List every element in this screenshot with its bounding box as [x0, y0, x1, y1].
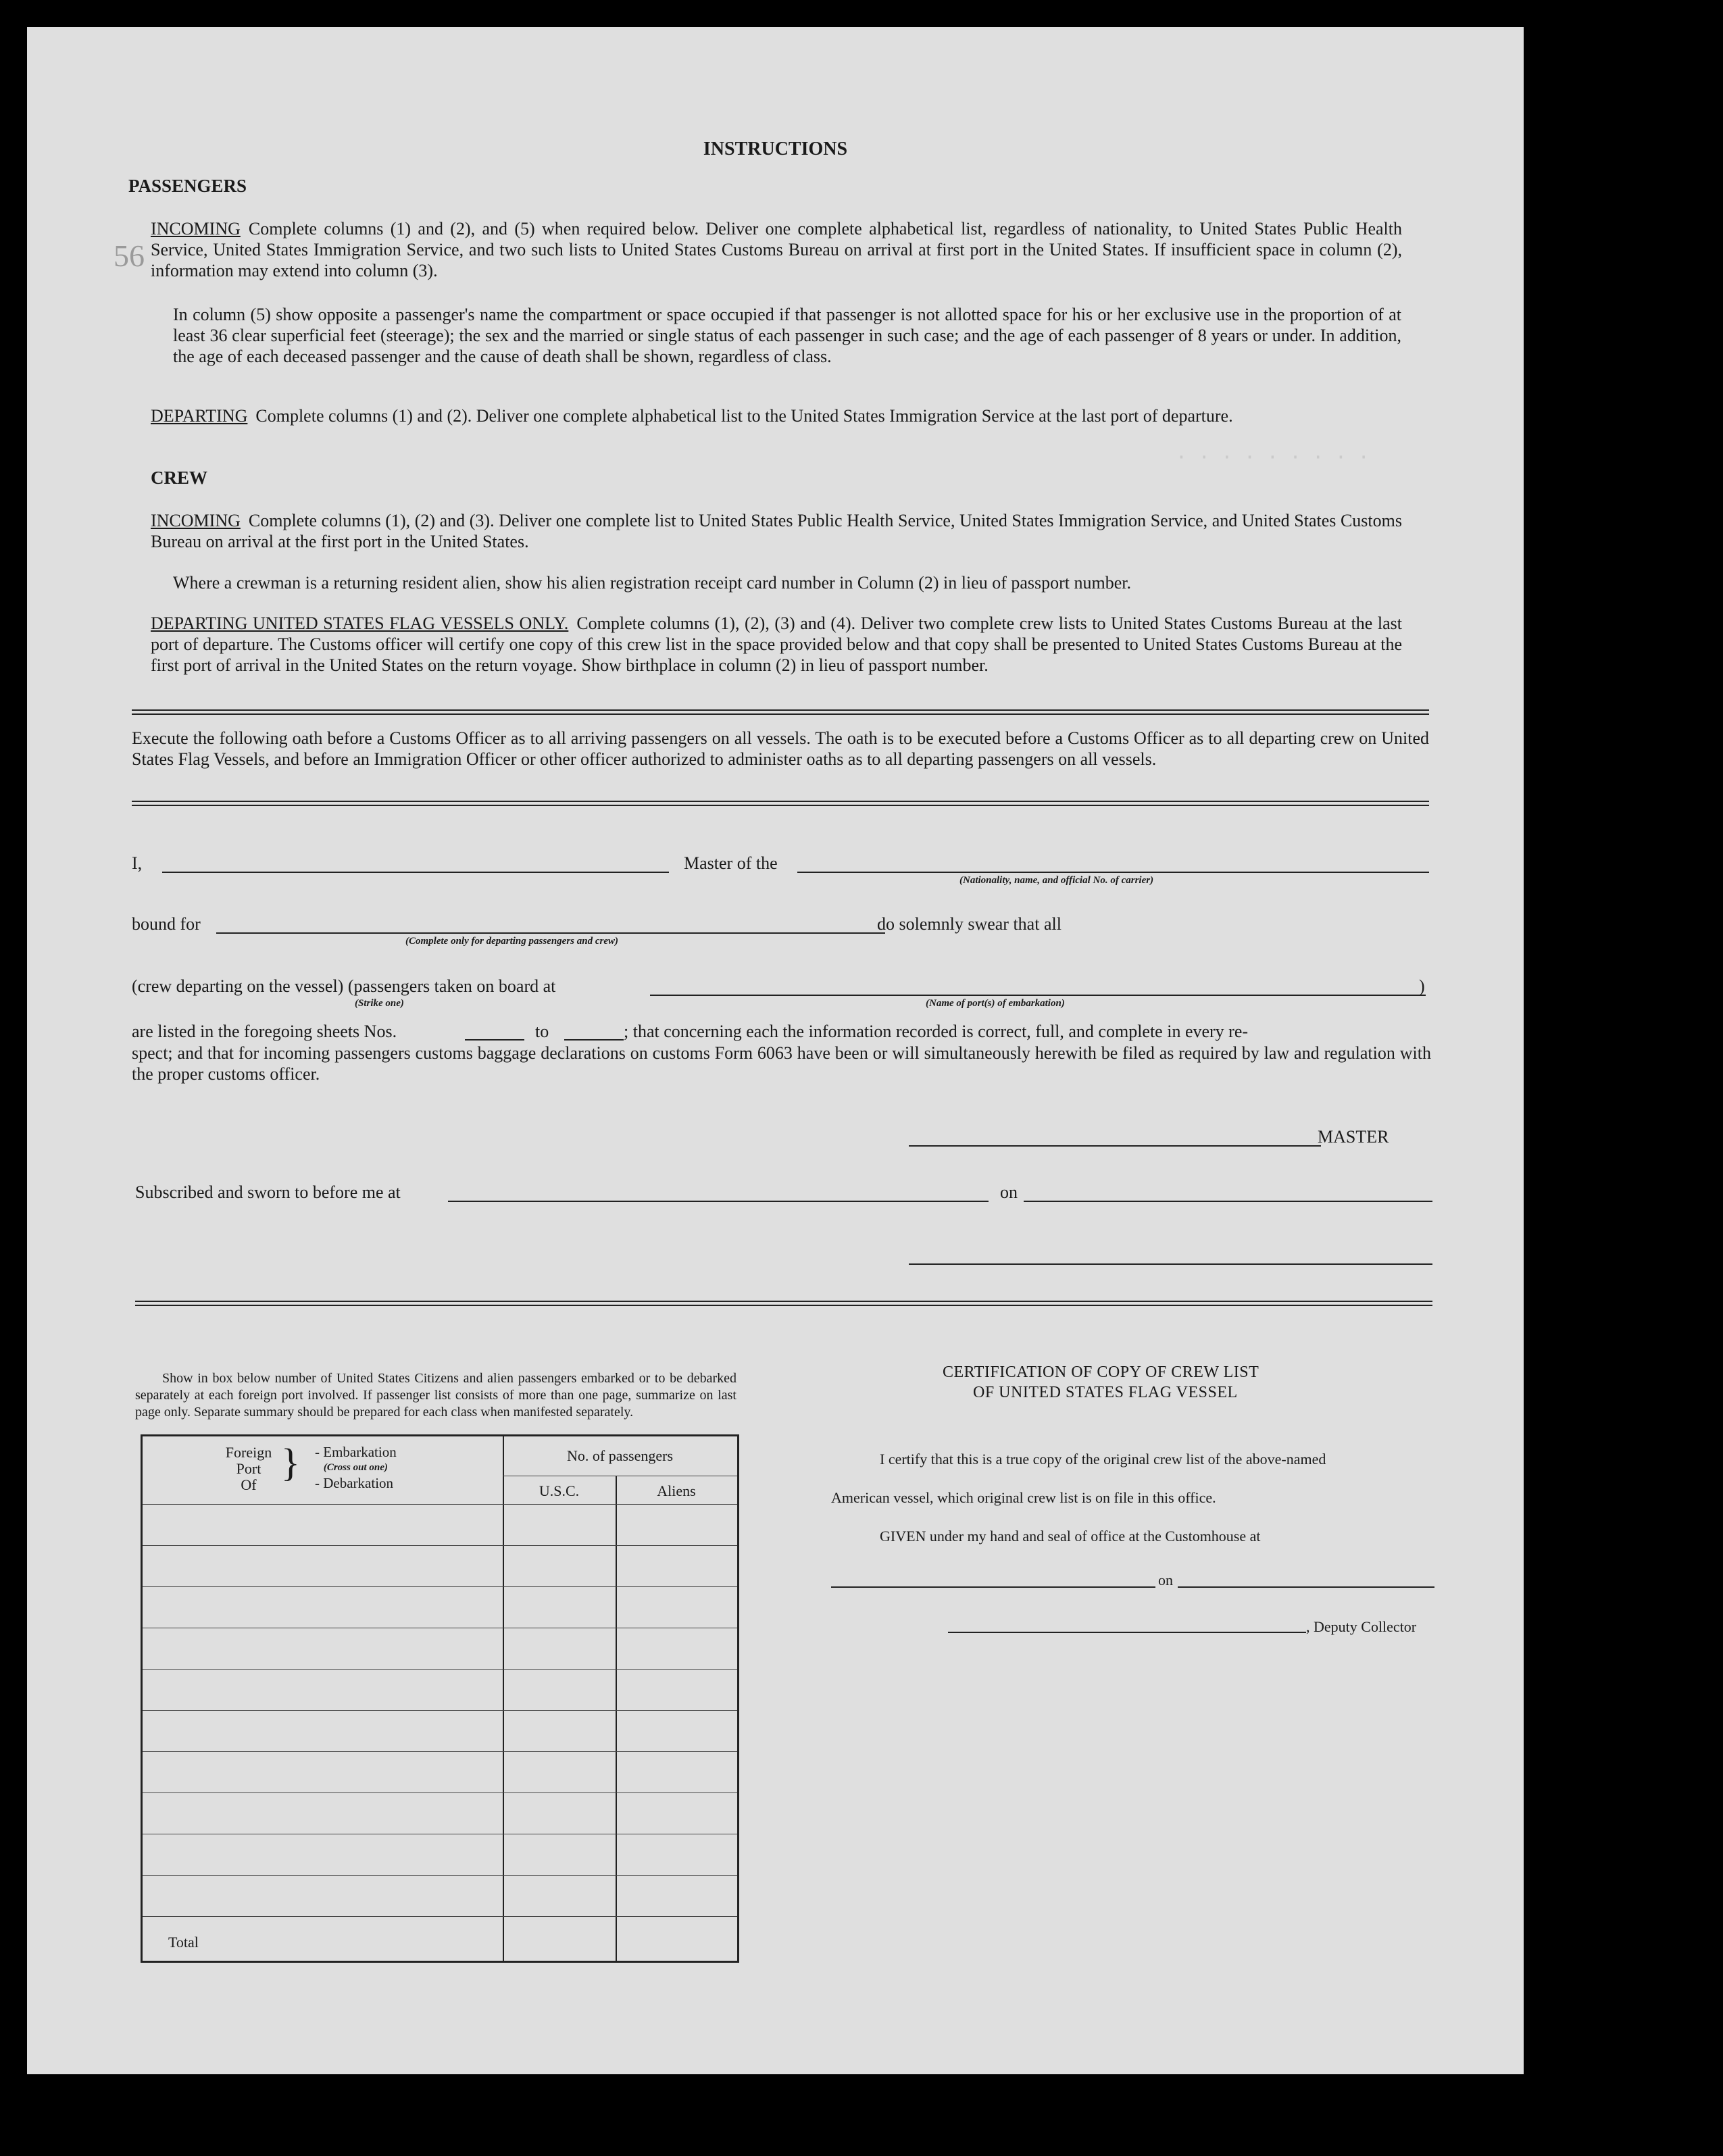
- departing-text: Complete columns (1) and (2). Deliver one complete alphabetical list to the United States Immigration Service at the last port of departure.: [255, 406, 1233, 426]
- summary-note: Show in box below number of United States Citizens and alien passengers embarked or to be debarked separately at each foreign port involved. If passenger list consists of more than one page, summarize on last page only. Separate summary should be prepared for each class when manifested separately.: [135, 1371, 736, 1420]
- incoming-label: INCOMING: [151, 219, 241, 239]
- table-row[interactable]: [143, 1916, 737, 1917]
- port-label: Port: [236, 1460, 261, 1477]
- divider-double-2: [132, 801, 1429, 806]
- swear-text: do solemnly swear that all: [877, 914, 1062, 934]
- incoming-paragraph-2: In column (5) show opposite a passenger's name the compartment or space occupied if that passenger is not allotted space for his or her exclusive use in the proportion of at least 36 clear superficial feet (steerage); the sex and the married or single status of each passenger in such case; and the age of each passenger of 8 years or under. In addition, the age of each deceased passenger and the cause of death shall be shown, regardless of class.: [173, 305, 1401, 366]
- embarkation-label: - Embarkation: [315, 1444, 397, 1460]
- listed-b: ; that concerning each the information recorded is correct, full, and complete in every re-: [624, 1022, 1249, 1041]
- incoming-paragraph: [151, 218, 1402, 281]
- master-signature-line[interactable]: [909, 1145, 1321, 1147]
- sheet-from-line[interactable]: [465, 1039, 524, 1041]
- master-name-line[interactable]: [162, 872, 669, 873]
- col-divider-2: [616, 1476, 617, 1961]
- instructions-title: INSTRUCTIONS: [703, 139, 848, 159]
- cross-out-label: (Cross out one): [323, 1462, 388, 1473]
- bleed-through-text: · · · · · · · · ·: [1176, 446, 1370, 468]
- departing-label: DEPARTING: [151, 406, 248, 426]
- bound-for-line[interactable]: [216, 932, 885, 934]
- subscribed-text: Subscribed and sworn to before me at: [135, 1182, 401, 1202]
- crew-incoming-paragraph: [151, 510, 1402, 552]
- debarkation-label: - Debarkation: [315, 1475, 394, 1491]
- table-row[interactable]: [143, 1875, 737, 1876]
- cert-place-line[interactable]: [831, 1586, 1155, 1588]
- cert-on: on: [1158, 1572, 1173, 1588]
- crew-departing-text: Complete columns (1), (2), (3) and (4). Deliver two complete crew lists to United States Customs Bureau at the last port of departure. The Customs officer will certify one copy of this crew list in the space provided below and that copy shall be presented to United States Customs Bureau at the first port of arrival in the United States on the return voyage. Show birthplace in column (2) in lieu of passport number.: [151, 613, 1402, 675]
- summary-table: [141, 1434, 739, 1963]
- bound-caption: (Complete only for departing passengers and crew): [405, 936, 618, 947]
- listed-a: are listed in the foregoing sheets Nos.: [132, 1022, 397, 1041]
- cert-certify: I certify that this is a true copy of the original crew list of the above-named: [880, 1451, 1326, 1468]
- cert-title-2: OF UNITED STATES FLAG VESSEL: [973, 1384, 1238, 1401]
- subscribed-date-line[interactable]: [1024, 1201, 1432, 1202]
- document-page: [27, 27, 1524, 2074]
- table-row[interactable]: [143, 1710, 737, 1711]
- master-of-the: Master of the: [684, 853, 778, 873]
- listed-c: spect; and that for incoming passengers customs baggage declarations on customs Form 6063 have been or will simultaneously herewith be filed as required by law and regulation with the proper customs officer.: [132, 1043, 1431, 1084]
- oath-intro: Execute the following oath before a Customs Officer as to all arriving passengers on all vessels. The oath is to be executed before a Customs Officer as to all departing crew on United States Flag Vessels, and before an Immigration Officer or other officer authorized to administer oaths as to all departing passengers on all vessels.: [132, 728, 1429, 769]
- ports-caption: (Name of port(s) of embarkation): [926, 998, 1065, 1009]
- crew-heading: CREW: [151, 468, 208, 488]
- ports-line[interactable]: [650, 995, 1426, 996]
- deputy-collector: , Deputy Collector: [1306, 1618, 1417, 1635]
- oath-i: I,: [132, 853, 143, 873]
- table-row[interactable]: [143, 1545, 737, 1546]
- carrier-caption: (Nationality, name, and official No. of carrier): [959, 875, 1154, 886]
- table-row[interactable]: [143, 1669, 737, 1670]
- embark-debark: [315, 1445, 397, 1491]
- margin-number: 56: [114, 239, 145, 273]
- crew-departing-paragraph: [151, 613, 1402, 676]
- crew-incoming-text: Complete columns (1), (2) and (3). Deliver one complete list to United States Public Health Service, United States Immigration Service, and United States Customs Bureau on arrival at the first port in the United States.: [151, 511, 1402, 551]
- table-row[interactable]: [143, 1586, 737, 1587]
- cert-given: GIVEN under my hand and seal of office at the Customhouse at: [880, 1528, 1261, 1545]
- officer-signature-line[interactable]: [909, 1263, 1432, 1265]
- cert-title-1: CERTIFICATION OF COPY OF CREW LIST: [943, 1363, 1259, 1381]
- brace-icon: }: [281, 1440, 300, 1484]
- total-label: Total: [168, 1934, 199, 1951]
- foreign-label: Foreign: [225, 1444, 272, 1461]
- divider-double: [132, 709, 1429, 715]
- deputy-signature-line[interactable]: [948, 1632, 1306, 1633]
- carrier-line[interactable]: [797, 872, 1429, 873]
- crew-incoming-paragraph-2: Where a crewman is a returning resident alien, show his alien registration receipt card number in Column (2) in lieu of passport number.: [173, 573, 1132, 593]
- cert-date-line[interactable]: [1178, 1586, 1434, 1588]
- crew-incoming-label: INCOMING: [151, 511, 241, 530]
- crew-departing-label: DEPARTING UNITED STATES FLAG VESSELS ONLY.: [151, 613, 569, 633]
- crew-departing-text: (crew departing on the vessel) (passengers taken on board at: [132, 976, 556, 996]
- sheet-to-line[interactable]: [564, 1039, 624, 1041]
- divider-double-3: [135, 1301, 1432, 1306]
- departing-paragraph: [151, 405, 1402, 426]
- usc-header: U.S.C.: [539, 1482, 580, 1499]
- passengers-heading: PASSENGERS: [128, 176, 247, 196]
- no-passengers-header: No. of passengers: [566, 1447, 674, 1464]
- subscribed-on: on: [1000, 1182, 1018, 1202]
- cert-american: American vessel, which original crew list is on file in this office.: [831, 1489, 1216, 1506]
- foreign-port-of: [222, 1445, 276, 1493]
- col-divider-1: [503, 1436, 504, 1961]
- incoming-text: Complete columns (1) and (2), and (5) when required below. Deliver one complete alphabetical list, regardless of nationality, to United States Public Health Service, United States Immigration Service, and two such lists to United States Customs Bureau on arrival at first port in the United States. If insufficient space in column (2), information may extend into column (3).: [151, 219, 1402, 280]
- close-paren: ): [1419, 976, 1425, 996]
- master-label: MASTER: [1318, 1127, 1389, 1147]
- bound-for: bound for: [132, 914, 201, 934]
- listed-to: to: [535, 1022, 549, 1041]
- strike-one: (Strike one): [355, 998, 404, 1009]
- of-label: Of: [241, 1476, 257, 1493]
- aliens-header: Aliens: [657, 1482, 696, 1499]
- table-row[interactable]: [143, 1751, 737, 1752]
- subscribed-place-line[interactable]: [448, 1201, 989, 1202]
- header-row-bottom: [143, 1504, 737, 1505]
